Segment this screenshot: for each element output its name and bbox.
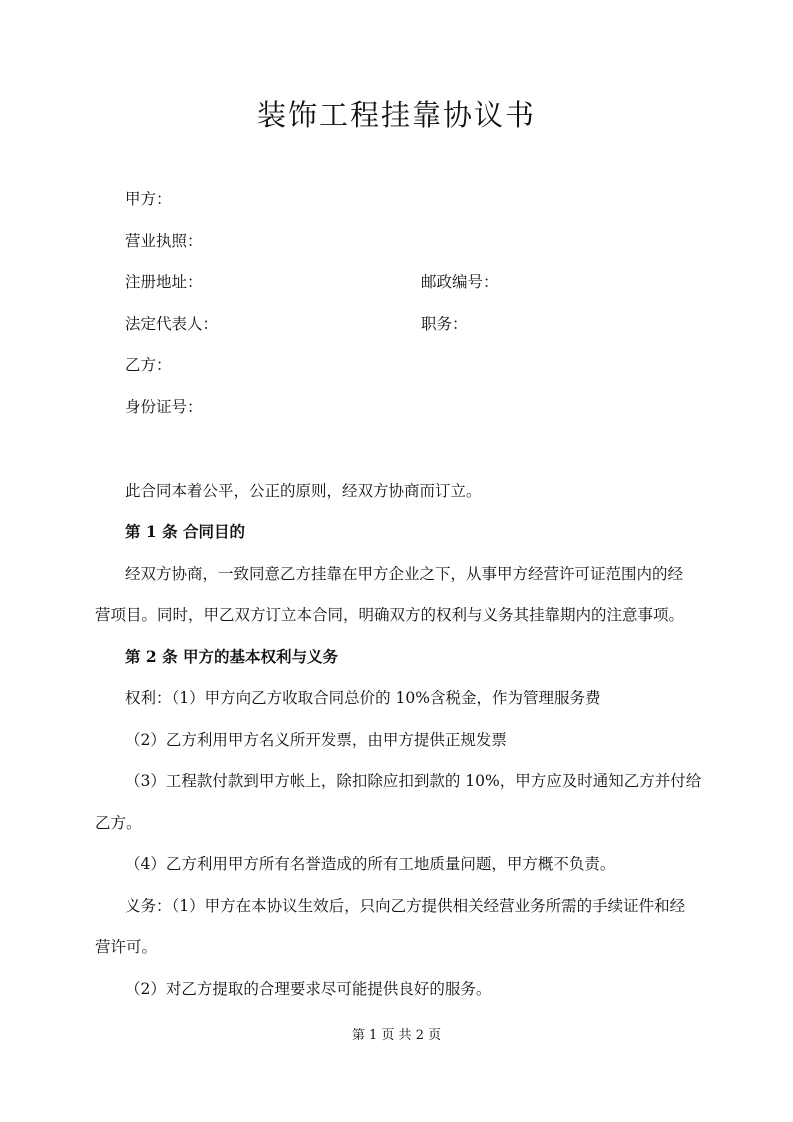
business-license-label: 营业执照： (125, 232, 203, 250)
article-2-heading: 第 2 条 甲方的基本权利与义务 (125, 647, 338, 666)
registered-address-label: 注册地址： (125, 273, 203, 291)
rights-item-2: （2）乙方利用甲方名义所开发票，由甲方提供正规发票 (125, 731, 507, 749)
page-footer: 第 1 页 共 2 页 (351, 1028, 442, 1043)
intro-paragraph: 此合同本着公平，公正的原则，经双方协商而订立。 (125, 482, 482, 500)
rights-item-3-line-2: 乙方。 (95, 814, 142, 832)
duties-item-1-line-1: 义务：（1）甲方在本协议生效后，只向乙方提供相关经营业务所需的手续证件和经 (125, 897, 686, 915)
duties-item-1-line-2: 营许可。 (95, 938, 158, 956)
document-title: 装饰工程挂靠协议书 (256, 98, 536, 132)
postcode-label: 邮政编号： (421, 273, 499, 291)
legal-representative-label: 法定代表人： (125, 315, 219, 333)
rights-item-1: 权利：（1）甲方向乙方收取合同总价的 10%含税金，作为管理服务费 (125, 689, 601, 707)
rights-item-4: （4）乙方利用甲方所有名誉造成的所有工地质量问题，甲方概不负责。 (125, 855, 616, 873)
id-number-label: 身份证号： (125, 398, 203, 416)
duties-item-2: （2）对乙方提取的合理要求尽可能提供良好的服务。 (125, 980, 492, 998)
rights-item-3-line-1: （3）工程款付款到甲方帐上，除扣除应扣到款的 10%，甲方应及时通知乙方并付给 (125, 772, 702, 790)
position-label: 职务： (421, 315, 468, 333)
article-1-paragraph-line-1: 经双方协商，一致同意乙方挂靠在甲方企业之下，从事甲方经营许可证范围内的经 (125, 565, 684, 583)
party-b-label: 乙方： (125, 356, 172, 374)
article-1-heading: 第 1 条 合同目的 (125, 522, 245, 541)
party-a-label: 甲方： (125, 190, 172, 208)
article-1-paragraph-line-2: 营项目。同时，甲乙双方订立本合同，明确双方的权利与义务其挂靠期内的注意事项。 (95, 606, 685, 624)
